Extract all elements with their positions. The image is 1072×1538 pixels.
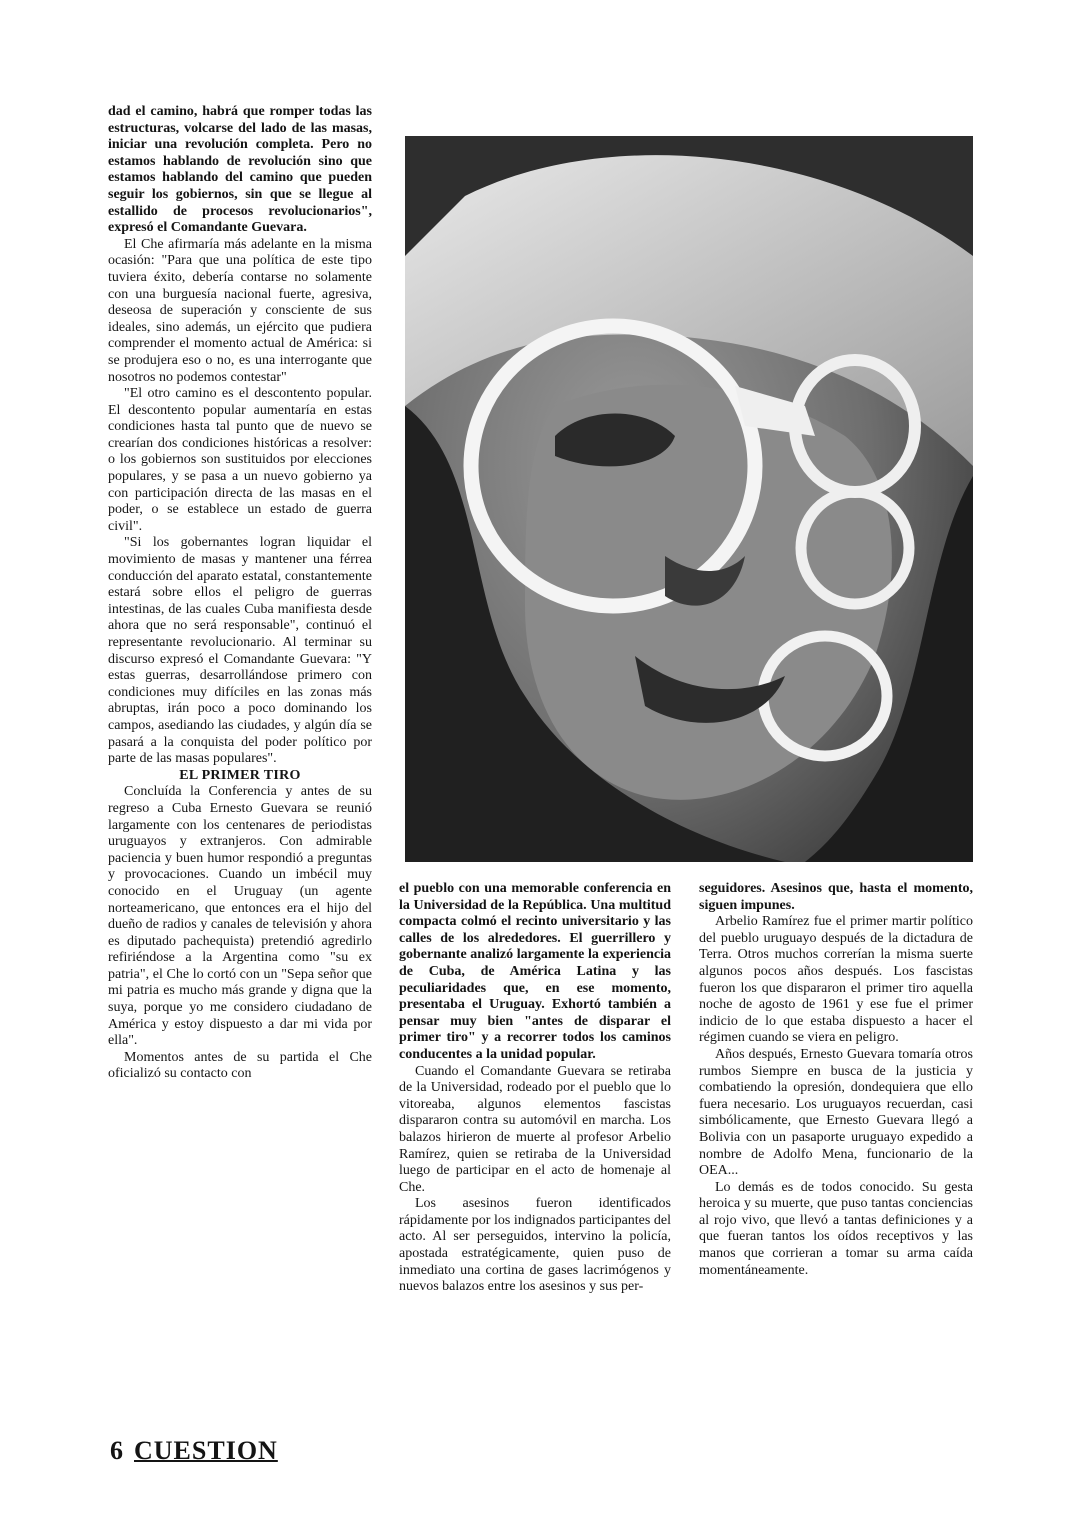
paragraph: "El otro camino es el descontento popular. El descontento popular aumentaría en estas condiciones hasta tal punto que de nuevo se crearían dos condiciones históricas a resolver: o los gobiernos son sustituidos por elecciones populares, y se pasa a un nuevo gobierno ya con participación directa de las masas en el poder, o se establece un estado de guerra civil". [108,386,372,534]
paragraph: Años después, Ernesto Guevara tomaría otros rumbos Siempre en busca de la justicia y combatiendo la opresión, dondequiera que ello fuera necesario. Los uruguayos recuerdan, casi simbólicamente, que Ernesto Guevara llegó a Bolivia con un pasaporte uruguayo expedido a nombre de Adolfo Mena, funcionario de la OEA... [699,1046,973,1179]
paragraph: Los asesinos fueron identificados rápidamente por los indignados participantes del acto. Al ser perseguidos, intervino la policía, apostada estratégicamente, quien puso de inmediato una cortina de gases lacrimógenos y nuevos balazos entre los asesinos y sus per- [399,1196,671,1295]
paragraph: Momentos antes de su partida el Che oficializó su contacto con [108,1049,372,1082]
page-footer [110,1436,278,1466]
paragraph: Concluída la Conferencia y antes de su regreso a Cuba Ernesto Guevara se reunió largamente con los centenares de periodistas uruguayos y extranjeros. Con admirable paciencia y buen humor respondió a preguntas y provocaciones. Cuando un imbécil muy conocido en el Uruguay (un agente norteamericano, que entonces era el hijo del dueño de radios y canales de televisión y ahora es diputado pachequista) pretendió agredirlo refiriéndose a la Argentina como "su ex patria", el Che lo cortó con un "Sepa señor que mi patria es mucho más grande y digna que la suya, porque yo me considero ciudadano de América y estoy dispuesto a dar mi vida por ella". [108,784,372,1049]
paragraph: seguidores. Asesinos que, hasta el momento, siguen impunes. [699,881,973,913]
paragraph: el pueblo con una memorable conferencia en la Universidad de la República. Una multitud compacta colmó el recinto universitario y las calles de los alrededores. El guerrillero y gobernante analizó largamente la experiencia de Cuba, de América Latina y las peculiaridades que, en ese momento, presentaba el Uruguay. Exhortó también a pensar muy bien "antes de disparar el primer tiro" y a recorrer todos los caminos conducentes a la unidad popular. [399,881,671,1062]
section-heading: EL PRIMER TIRO [179,767,301,783]
paragraph: Cuando el Comandante Guevara se retiraba de la Universidad, rodeado por el pueblo que lo vitoreaba, algunos elementos fascistas dispararon contra su automóvil en marcha. Los balazos hirieron de muerte al profesor Arbelio Ramírez, quien se retiraba de la Universidad luego de participar en el acto de homenaje al Che. [399,1063,671,1195]
page-number: 6 [110,1436,124,1465]
paragraph: dad el camino, habrá que romper todas las estructuras, volcarse del lado de las masas, iniciar una revolución completa. Pero no estamos hablando de revolución sino que estamos hablando del camino que pueden seguir los gobiernos, sin que se llegue al estallido de procesos revolucionarios", expresó el Comandante Guevara. [108,104,372,236]
article-column-2 [399,881,671,1296]
paragraph: Lo demás es de todos conocido. Su gesta heroica y su muerte, que puso tantas conciencias al rojo vivo, que llevó a tantas definiciones y a que fueran tantos los oídos receptivos y las manos que corrieran a tomar su arma caída momentáneamente. [699,1179,973,1278]
paragraph: "Si los gobernantes logran liquidar el movimiento de masas y mantener una férrea conducción del aparato estatal, constantemente estará sobre ellos el peligro de guerras intestinas, de las cuales Cuba manifiesta desde ahora que no será responsable", continuó el representante revolucionario. Al terminar su discurso expresó el Comandante Guevara: "Y estas guerras, desarrollándose primero con condiciones muy difíciles en las zonas más abruptas, irán poco a poco dominando los campos, asediando las ciudades, y algún día se pasará a la conquista del poder político por parte de las masas populares". [108,535,372,767]
magazine-name: CUESTION [134,1436,278,1465]
article-column-3 [699,881,973,1279]
article-column-1 [108,104,372,1083]
portrait-halftone-image [405,136,973,862]
photo-guevara-portrait [405,136,973,862]
paragraph: El Che afirmaría más adelante en la misma ocasión: "Para que una política de este tipo tuviera éxito, debería contarse no solamente con una burguesía nacional fuerte, agresiva, deseosa de superación y consciente de sus ideales, sino además, un ejército que pudiera comprender el momento actual de América: si se produjera eso o no, es una interrogante que nosotros no podemos contestar" [108,236,372,385]
paragraph: Arbelio Ramírez fue el primer martir político del pueblo uruguayo después de la dictadura de Terra. Otros muchos correrían la misma suerte algunos pocos años después. Los fascistas fueron los que dispararon el primer tiro aquella noche de agosto de 1961 y ese fue el primer indicio de lo que estaba dispuesto a hacer el régimen cuando se viera en peligro. [699,914,973,1046]
